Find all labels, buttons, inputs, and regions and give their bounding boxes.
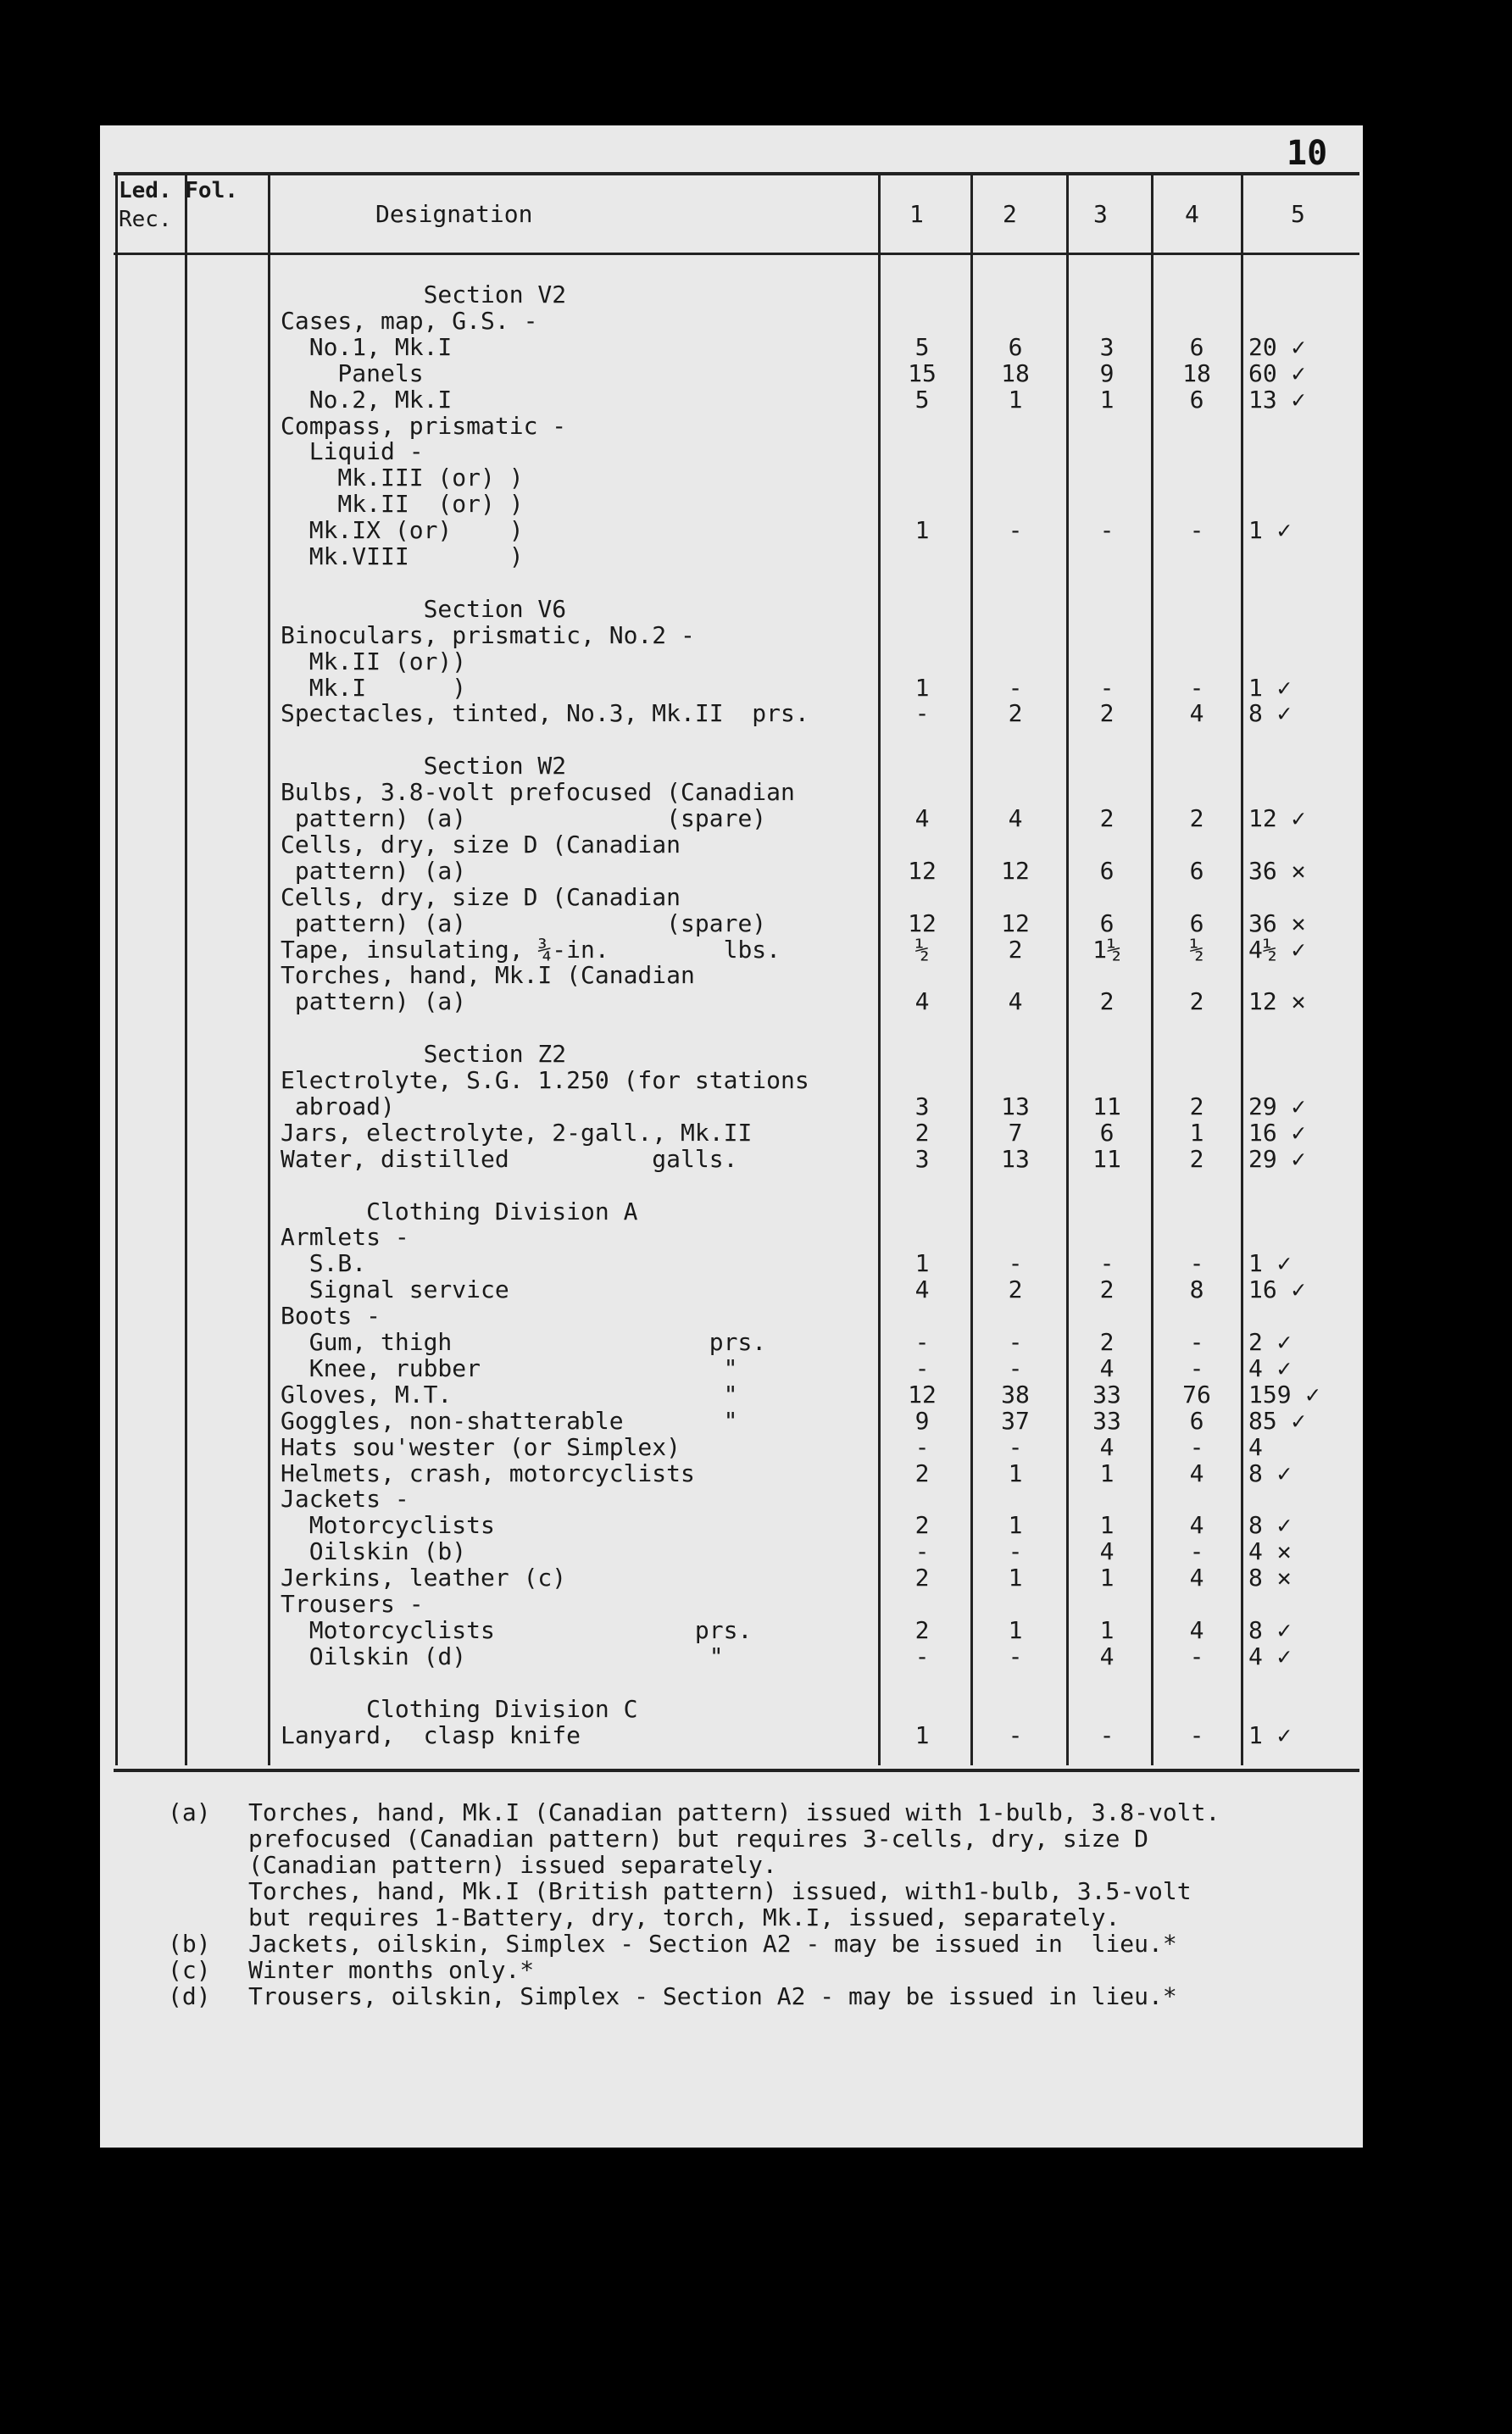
quantity-cell-4: - bbox=[1189, 1642, 1204, 1670]
footnote-line bbox=[168, 1957, 1354, 1983]
quantity-cell-3: 2 bbox=[1099, 804, 1115, 832]
quantity-cell-4: - bbox=[1189, 1328, 1204, 1356]
quantity-cell-5: 4 ✓ bbox=[1248, 1642, 1292, 1670]
quantity-cell-3: 2 bbox=[1099, 987, 1115, 1016]
table-row bbox=[100, 753, 1363, 779]
designation-cell: pattern) (a) bbox=[281, 987, 467, 1016]
designation-cell: Helmets, crash, motorcyclists bbox=[281, 1459, 695, 1487]
quantity-cell-4: 6 bbox=[1189, 332, 1204, 361]
table-row bbox=[100, 989, 1363, 1014]
quantity-cell-2: 18 bbox=[1001, 358, 1030, 387]
table-row bbox=[100, 1353, 1363, 1382]
quantity-cell-4: 4 bbox=[1189, 1615, 1204, 1644]
quantity-cell-5: 16 ✓ bbox=[1248, 1118, 1306, 1147]
designation-cell: Tape, insulating, ¾-in. lbs. bbox=[281, 935, 781, 964]
table-row bbox=[100, 806, 1363, 831]
quantity-cell-3: 4 bbox=[1099, 1432, 1115, 1461]
column-header-3: 3 bbox=[1093, 200, 1108, 228]
quantity-cell-4: 6 bbox=[1189, 385, 1204, 414]
quantity-cell-4: - bbox=[1189, 1720, 1204, 1749]
quantity-cell-3: 11 bbox=[1092, 1092, 1121, 1120]
designation-cell: Mk.II (or)) bbox=[281, 647, 467, 675]
designation-cell: Panels bbox=[281, 358, 424, 387]
quantity-cell-2: - bbox=[1008, 1720, 1023, 1749]
table-row bbox=[100, 1461, 1363, 1487]
designation-header: Designation bbox=[375, 200, 533, 228]
quantity-cell-5: 8 ✕ bbox=[1248, 1564, 1292, 1592]
table-row bbox=[100, 911, 1363, 936]
footnote-line bbox=[168, 1826, 1354, 1852]
footnote-key: (a) bbox=[168, 1798, 211, 1826]
quantity-cell-2: 1 bbox=[1008, 385, 1023, 414]
quantity-cell-5: 29 ✓ bbox=[1248, 1092, 1306, 1120]
quantity-cell-3: 1 bbox=[1099, 385, 1115, 414]
quantity-cell-3: 1½ bbox=[1092, 935, 1121, 964]
footnote-line bbox=[168, 1878, 1354, 1904]
quantity-cell-2: 2 bbox=[1008, 699, 1023, 728]
quantity-cell-4: 1 bbox=[1189, 1118, 1204, 1147]
table-row bbox=[100, 1513, 1363, 1538]
quantity-cell-2: 4 bbox=[1008, 804, 1023, 832]
quantity-cell-2: 1 bbox=[1008, 1615, 1023, 1644]
table-row bbox=[100, 282, 1363, 308]
table-row bbox=[100, 1382, 1363, 1408]
designation-cell: Compass, prismatic - bbox=[281, 411, 567, 440]
designation-cell: Mk.IX (or) ) bbox=[281, 516, 524, 545]
quantity-cell-1: 5 bbox=[914, 332, 930, 361]
table-row bbox=[100, 882, 1363, 911]
quantity-cell-2: - bbox=[1008, 1249, 1023, 1278]
quantity-cell-2: - bbox=[1008, 1328, 1023, 1356]
quantity-cell-3: 2 bbox=[1099, 1328, 1115, 1356]
designation-cell: Section V6 bbox=[281, 594, 567, 623]
quantity-cell-1: 3 bbox=[914, 1092, 930, 1120]
quantity-cell-3: - bbox=[1099, 1249, 1115, 1278]
quantity-cell-4: - bbox=[1189, 673, 1204, 702]
header-divider bbox=[114, 253, 1359, 255]
table-row bbox=[100, 1539, 1363, 1564]
quantity-cell-5: 1 ✓ bbox=[1248, 1720, 1292, 1749]
quantity-cell-5: 36 ✕ bbox=[1248, 909, 1306, 937]
table-row bbox=[100, 1225, 1363, 1250]
quantity-cell-3: 4 bbox=[1099, 1537, 1115, 1566]
quantity-cell-5: 60 ✓ bbox=[1248, 358, 1306, 387]
table-row bbox=[100, 675, 1363, 701]
quantity-cell-5: 36 ✕ bbox=[1248, 856, 1306, 885]
table-row bbox=[100, 518, 1363, 543]
quantity-cell-3: - bbox=[1099, 1720, 1115, 1749]
quantity-cell-5: 4½ ✓ bbox=[1248, 935, 1306, 964]
quantity-cell-1: 9 bbox=[914, 1406, 930, 1435]
quantity-cell-1: 2 bbox=[914, 1511, 930, 1540]
footnotes bbox=[168, 1799, 1354, 2009]
quantity-cell-5: 159 ✓ bbox=[1248, 1380, 1320, 1409]
designation-cell: Lanyard, clasp knife bbox=[281, 1720, 581, 1749]
quantity-cell-3: 3 bbox=[1099, 332, 1115, 361]
quantity-cell-5: 16 ✓ bbox=[1248, 1275, 1306, 1304]
designation-cell: pattern) (a) bbox=[281, 856, 467, 885]
designation-cell: Knee, rubber " bbox=[281, 1353, 738, 1382]
quantity-cell-4: 8 bbox=[1189, 1275, 1204, 1304]
quantity-cell-5: 12 ✓ bbox=[1248, 804, 1306, 832]
column-header-2: 2 bbox=[1003, 200, 1017, 228]
quantity-cell-4: ½ bbox=[1189, 935, 1204, 964]
footnote-line bbox=[168, 1904, 1354, 1931]
table-row bbox=[100, 1406, 1363, 1435]
quantity-cell-2: 13 bbox=[1001, 1092, 1030, 1120]
quantity-cell-2: 37 bbox=[1001, 1406, 1030, 1435]
footnote-text: Jackets, oilskin, Simplex - Section A2 - may be issued in lieu.* bbox=[248, 1930, 1177, 1958]
table-row bbox=[100, 544, 1363, 570]
table-row bbox=[100, 1432, 1363, 1461]
designation-cell: Goggles, non-shatterable " bbox=[281, 1406, 738, 1435]
quantity-cell-1: 1 bbox=[914, 516, 930, 545]
footnote-text: Trousers, oilskin, Simplex - Section A2 - may be issued in lieu.* bbox=[248, 1982, 1177, 2010]
table-row bbox=[100, 1670, 1363, 1696]
quantity-cell-1: 2 bbox=[914, 1459, 930, 1487]
quantity-cell-4: 2 bbox=[1189, 804, 1204, 832]
table-row bbox=[100, 570, 1363, 596]
designation-cell: pattern) (a) (spare) bbox=[281, 804, 767, 832]
footnote-text: but requires 1-Battery, dry, torch, Mk.I, issued, separately. bbox=[248, 1903, 1120, 1931]
table-row bbox=[100, 780, 1363, 805]
designation-cell: Section Z2 bbox=[281, 1040, 567, 1069]
quantity-cell-2: 1 bbox=[1008, 1511, 1023, 1540]
page-number: 10 bbox=[1287, 134, 1328, 173]
quantity-cell-2: - bbox=[1008, 1537, 1023, 1566]
quantity-cell-2: 2 bbox=[1008, 935, 1023, 964]
quantity-cell-3: 4 bbox=[1099, 1642, 1115, 1670]
table-row bbox=[100, 1120, 1363, 1146]
quantity-cell-2: 12 bbox=[1001, 856, 1030, 885]
quantity-cell-5: 8 ✓ bbox=[1248, 1459, 1292, 1487]
quantity-cell-5: 85 ✓ bbox=[1248, 1406, 1306, 1435]
designation-cell: Liquid - bbox=[281, 437, 424, 466]
quantity-cell-5: 13 ✓ bbox=[1248, 385, 1306, 414]
column-header-4: 4 bbox=[1185, 200, 1199, 228]
designation-cell: Armlets - bbox=[281, 1223, 409, 1252]
quantity-cell-5: 1 ✓ bbox=[1248, 1249, 1292, 1278]
table-row bbox=[100, 1615, 1363, 1644]
quantity-cell-2: 38 bbox=[1001, 1380, 1030, 1409]
quantity-cell-3: 6 bbox=[1099, 1118, 1115, 1147]
designation-cell: Mk.III (or) ) bbox=[281, 464, 524, 492]
footnote-line bbox=[168, 1799, 1354, 1826]
quantity-cell-5: 29 ✓ bbox=[1248, 1144, 1306, 1173]
column-header-5: 5 bbox=[1291, 200, 1305, 228]
quantity-cell-1: - bbox=[914, 1353, 930, 1382]
table-row bbox=[100, 649, 1363, 675]
quantity-cell-1: 1 bbox=[914, 673, 930, 702]
quantity-cell-2: - bbox=[1008, 1642, 1023, 1670]
quantity-cell-4: 4 bbox=[1189, 699, 1204, 728]
designation-cell: Oilskin (b) bbox=[281, 1537, 467, 1566]
quantity-cell-3: 1 bbox=[1099, 1615, 1115, 1644]
designation-cell: Section W2 bbox=[281, 752, 567, 781]
table-row bbox=[100, 1144, 1363, 1173]
quantity-cell-4: - bbox=[1189, 516, 1204, 545]
table-row bbox=[100, 1330, 1363, 1355]
footnote-line bbox=[168, 1983, 1354, 2009]
quantity-cell-3: 2 bbox=[1099, 1275, 1115, 1304]
footnote-text: prefocused (Canadian pattern) but requires 3-cells, dry, size D bbox=[248, 1825, 1149, 1853]
quantity-cell-5: 1 ✓ bbox=[1248, 516, 1292, 545]
quantity-cell-4: 2 bbox=[1189, 1144, 1204, 1173]
document-page bbox=[100, 125, 1363, 2148]
quantity-cell-2: 6 bbox=[1008, 332, 1023, 361]
quantity-cell-3: 9 bbox=[1099, 358, 1115, 387]
footnote-key: (d) bbox=[168, 1982, 211, 2010]
quantity-cell-5: 1 ✓ bbox=[1248, 673, 1292, 702]
table-row bbox=[100, 332, 1363, 361]
quantity-cell-1: 4 bbox=[914, 987, 930, 1016]
quantity-cell-2: 1 bbox=[1008, 1459, 1023, 1487]
table-row bbox=[100, 594, 1363, 623]
footnote-key: (c) bbox=[168, 1956, 211, 1984]
quantity-cell-4: 4 bbox=[1189, 1564, 1204, 1592]
designation-cell: Clothing Division C bbox=[281, 1694, 638, 1723]
quantity-cell-3: 1 bbox=[1099, 1564, 1115, 1592]
quantity-cell-4: - bbox=[1189, 1353, 1204, 1382]
quantity-cell-3: 6 bbox=[1099, 856, 1115, 885]
quantity-cell-1: - bbox=[914, 1642, 930, 1670]
designation-cell: Gloves, M.T. " bbox=[281, 1380, 738, 1409]
quantity-cell-1: 1 bbox=[914, 1249, 930, 1278]
designation-cell: Clothing Division A bbox=[281, 1197, 638, 1225]
quantity-cell-5: 12 ✕ bbox=[1248, 987, 1306, 1016]
quantity-cell-5: 4 ✓ bbox=[1248, 1353, 1292, 1382]
quantity-cell-4: 6 bbox=[1189, 856, 1204, 885]
footnote-text: Torches, hand, Mk.I (Canadian pattern) issued with 1-bulb, 3.8-volt. bbox=[248, 1798, 1220, 1826]
quantity-cell-4: 6 bbox=[1189, 909, 1204, 937]
table-row bbox=[100, 1644, 1363, 1670]
quantity-cell-3: 1 bbox=[1099, 1511, 1115, 1540]
quantity-cell-5: 8 ✓ bbox=[1248, 699, 1292, 728]
quantity-cell-3: 6 bbox=[1099, 909, 1115, 937]
footnote-line bbox=[168, 1852, 1354, 1878]
quantity-cell-1: - bbox=[914, 1432, 930, 1461]
designation-cell: Spectacles, tinted, No.3, Mk.II prs. bbox=[281, 699, 809, 728]
table-row bbox=[100, 937, 1363, 963]
quantity-cell-1: 4 bbox=[914, 1275, 930, 1304]
table-row bbox=[100, 856, 1363, 885]
designation-cell: No.2, Mk.I bbox=[281, 385, 453, 414]
quantity-cell-3: 11 bbox=[1092, 1144, 1121, 1173]
quantity-cell-4: - bbox=[1189, 1432, 1204, 1461]
table-row bbox=[100, 1565, 1363, 1591]
designation-cell: Cells, dry, size D (Canadian bbox=[281, 882, 681, 911]
designation-cell: Signal service bbox=[281, 1275, 509, 1304]
designation-cell: Electrolyte, S.G. 1.250 (for stations bbox=[281, 1066, 809, 1094]
quantity-cell-3: - bbox=[1099, 516, 1115, 545]
table-row bbox=[100, 358, 1363, 387]
quantity-cell-1: 15 bbox=[908, 358, 937, 387]
designation-cell: Hats sou'wester (or Simplex) bbox=[281, 1432, 681, 1461]
quantity-cell-3: 1 bbox=[1099, 1459, 1115, 1487]
table-row bbox=[100, 701, 1363, 726]
quantity-cell-5: 8 ✓ bbox=[1248, 1511, 1292, 1540]
table-row bbox=[100, 1277, 1363, 1303]
rec-header: Rec. bbox=[119, 207, 172, 232]
table-row bbox=[100, 620, 1363, 649]
quantity-cell-2: - bbox=[1008, 516, 1023, 545]
table-row bbox=[100, 1173, 1363, 1198]
designation-cell: Trousers - bbox=[281, 1590, 424, 1618]
designation-cell: Water, distilled galls. bbox=[281, 1144, 738, 1173]
quantity-cell-1: - bbox=[914, 1537, 930, 1566]
designation-cell: Binoculars, prismatic, No.2 - bbox=[281, 620, 695, 649]
table-row bbox=[100, 832, 1363, 858]
table-row bbox=[100, 727, 1363, 753]
designation-cell: S.B. bbox=[281, 1249, 367, 1278]
table-row bbox=[100, 963, 1363, 988]
designation-cell: Cells, dry, size D (Canadian bbox=[281, 830, 681, 859]
quantity-cell-4: 4 bbox=[1189, 1459, 1204, 1487]
designation-cell: Jars, electrolyte, 2-gall., Mk.II bbox=[281, 1118, 753, 1147]
quantity-cell-1: 2 bbox=[914, 1564, 930, 1592]
quantity-cell-2: 13 bbox=[1001, 1144, 1030, 1173]
quantity-cell-1: ½ bbox=[914, 935, 930, 964]
quantity-cell-2: 2 bbox=[1008, 1275, 1023, 1304]
designation-cell: Oilskin (d) " bbox=[281, 1642, 724, 1670]
table-row bbox=[100, 1303, 1363, 1329]
table-row bbox=[100, 1694, 1363, 1723]
designation-cell: pattern) (a) (spare) bbox=[281, 909, 767, 937]
designation-cell: Mk.VIII ) bbox=[281, 542, 524, 570]
quantity-cell-3: 4 bbox=[1099, 1353, 1115, 1382]
quantity-cell-1: 5 bbox=[914, 385, 930, 414]
designation-cell: Mk.II (or) ) bbox=[281, 490, 524, 519]
quantity-cell-1: 3 bbox=[914, 1144, 930, 1173]
table-row bbox=[100, 387, 1363, 413]
footnote-text: Winter months only.* bbox=[248, 1956, 535, 1984]
table-row bbox=[100, 1251, 1363, 1276]
quantity-cell-1: - bbox=[914, 699, 930, 728]
designation-cell: Section V2 bbox=[281, 281, 567, 308]
designation-cell: Torches, hand, Mk.I (Canadian bbox=[281, 961, 695, 990]
quantity-cell-5: 20 ✓ bbox=[1248, 332, 1306, 361]
quantity-cell-3: 33 bbox=[1092, 1380, 1121, 1409]
designation-cell: Mk.I ) bbox=[281, 673, 467, 702]
designation-cell: Motorcyclists bbox=[281, 1511, 495, 1540]
quantity-cell-3: 2 bbox=[1099, 699, 1115, 728]
quantity-cell-1: 2 bbox=[914, 1118, 930, 1147]
table-row bbox=[100, 492, 1363, 517]
designation-cell: Boots - bbox=[281, 1302, 381, 1331]
quantity-cell-2: - bbox=[1008, 1432, 1023, 1461]
quantity-cell-1: 12 bbox=[908, 909, 937, 937]
quantity-cell-5: 4 bbox=[1248, 1432, 1263, 1461]
led-fol-header: Led. Fol. bbox=[119, 178, 238, 203]
quantity-cell-5: 8 ✓ bbox=[1248, 1615, 1292, 1644]
quantity-cell-2: - bbox=[1008, 673, 1023, 702]
table-row bbox=[100, 1094, 1363, 1120]
quantity-cell-4: 4 bbox=[1189, 1511, 1204, 1540]
designation-cell: No.1, Mk.I bbox=[281, 332, 453, 361]
table-row bbox=[100, 1042, 1363, 1067]
quantity-cell-1: 1 bbox=[914, 1720, 930, 1749]
quantity-cell-1: - bbox=[914, 1328, 930, 1356]
quantity-cell-4: - bbox=[1189, 1537, 1204, 1566]
designation-cell: Bulbs, 3.8-volt prefocused (Canadian bbox=[281, 778, 795, 807]
quantity-cell-3: 33 bbox=[1092, 1406, 1121, 1435]
footnote-text: Torches, hand, Mk.I (British pattern) issued, with1-bulb, 3.5-volt bbox=[248, 1877, 1192, 1905]
quantity-cell-4: 2 bbox=[1189, 987, 1204, 1016]
footnote-line bbox=[168, 1931, 1354, 1957]
table-row bbox=[100, 308, 1363, 334]
designation-cell: Gum, thigh prs. bbox=[281, 1328, 767, 1356]
quantity-cell-4: 18 bbox=[1182, 358, 1211, 387]
table-row bbox=[100, 1720, 1363, 1749]
table-row bbox=[100, 1068, 1363, 1093]
table-row bbox=[100, 1592, 1363, 1617]
quantity-cell-2: 12 bbox=[1001, 909, 1030, 937]
quantity-cell-4: 2 bbox=[1189, 1092, 1204, 1120]
designation-cell: Jerkins, leather (c) bbox=[281, 1564, 567, 1592]
quantity-cell-4: 76 bbox=[1182, 1380, 1211, 1409]
table-row bbox=[100, 465, 1363, 491]
quantity-cell-5: 4 ✕ bbox=[1248, 1537, 1292, 1566]
quantity-cell-4: 6 bbox=[1189, 1406, 1204, 1435]
quantity-cell-2: - bbox=[1008, 1353, 1023, 1382]
quantity-cell-2: 7 bbox=[1008, 1118, 1023, 1147]
quantity-cell-4: - bbox=[1189, 1249, 1204, 1278]
designation-cell: Cases, map, G.S. - bbox=[281, 306, 538, 335]
table-row bbox=[100, 1015, 1363, 1041]
quantity-cell-2: 1 bbox=[1008, 1564, 1023, 1592]
footnote-text: (Canadian pattern) issued separately. bbox=[248, 1851, 777, 1879]
designation-cell: Jackets - bbox=[281, 1485, 409, 1514]
table-row bbox=[100, 1199, 1363, 1225]
quantity-cell-1: 2 bbox=[914, 1615, 930, 1644]
quantity-cell-1: 12 bbox=[908, 1380, 937, 1409]
designation-cell: abroad) bbox=[281, 1092, 395, 1120]
quantity-cell-3: - bbox=[1099, 673, 1115, 702]
table-row bbox=[100, 1487, 1363, 1512]
quantity-cell-5: 2 ✓ bbox=[1248, 1328, 1292, 1356]
quantity-cell-2: 4 bbox=[1008, 987, 1023, 1016]
quantity-cell-1: 4 bbox=[914, 804, 930, 832]
table-row bbox=[100, 411, 1363, 440]
table-row bbox=[100, 439, 1363, 464]
quantity-cell-1: 12 bbox=[908, 856, 937, 885]
designation-cell: Motorcyclists prs. bbox=[281, 1615, 753, 1644]
footnote-key: (b) bbox=[168, 1930, 211, 1958]
column-header-1: 1 bbox=[909, 200, 924, 228]
